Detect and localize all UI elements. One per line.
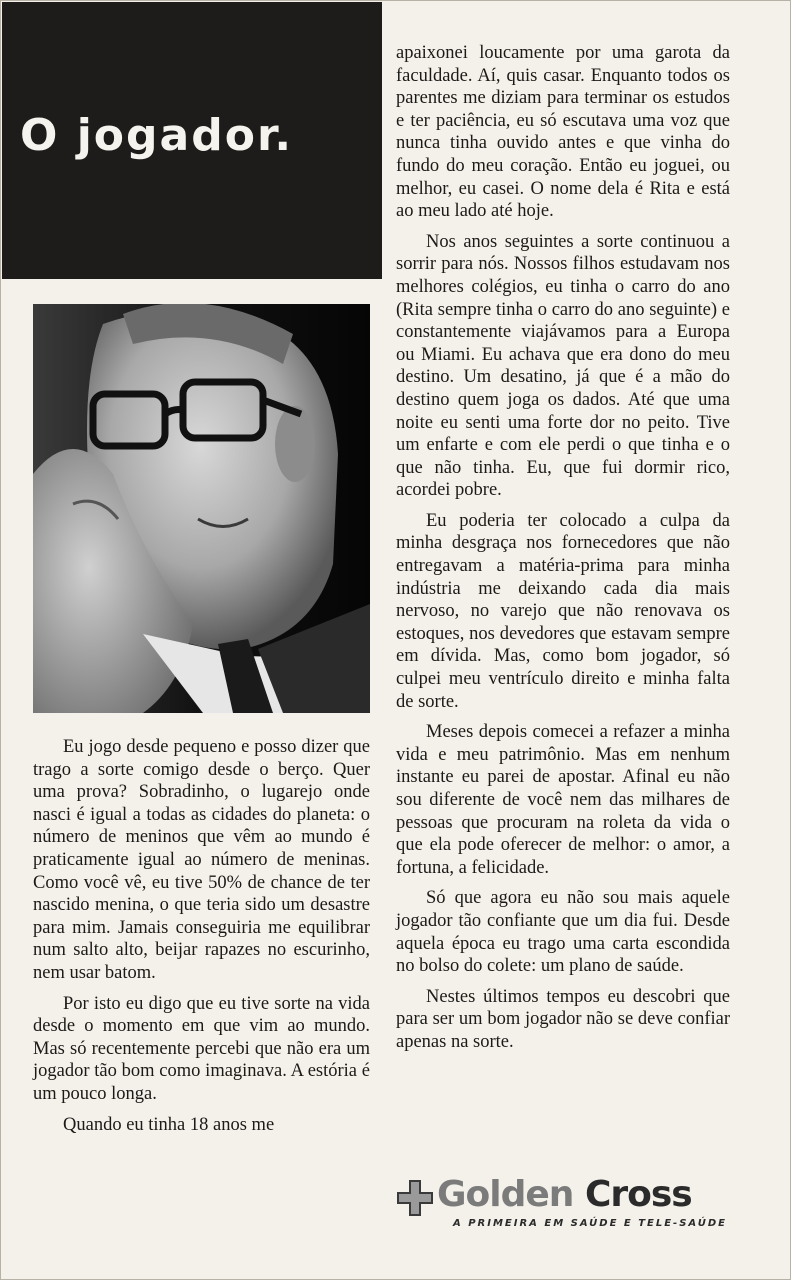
body-paragraph: Quando eu tinha 18 anos me [63, 1114, 275, 1135]
body-paragraph: Eu poderia ter colocado a culpa da minha desgraça nos fornecedores que não entregavam a matéria-prima para minha indústria me deixando cada dia mais nervoso, no varejo que não renovava os estoques, nos devedores que estavam sempre em dívida. Mas, como bom jogador, só culpei meu ventrículo direito e minha falta de sorte. [396, 510, 730, 712]
body-paragraph: Nestes últimos tempos eu descobri que para ser um bom jogador não se deve confiar apenas na sorte. [396, 986, 730, 1052]
brand-name-golden: Golden [437, 1174, 574, 1215]
brand-tagline: A PRIMEIRA EM SAÚDE E TELE-SAÚDE [453, 1218, 727, 1229]
brand-name [437, 1174, 692, 1215]
right-column [396, 42, 730, 1054]
cross-icon [397, 1180, 433, 1216]
title-block [2, 2, 382, 279]
body-paragraph: Só que agora eu não sou mais aquele jogador tão confiante que um dia fui. Desde aquela época eu trago uma carta escondida no bolso do colete: um plano de saúde. [396, 888, 730, 977]
golden-cross-logo [393, 1174, 733, 1236]
body-paragraph-continuation: apaixonei loucamente por uma garota da faculdade. Aí, quis casar. Enquanto todos os parentes me diziam para terminar os estudos e ter paciência, eu só escutava uma voz que nunca tinha ouvido antes e que vinha do fundo do meu coração. Então eu joguei, ou melhor, eu casei. O nome dela é Rita e está ao meu lado até hoje. [396, 43, 730, 222]
left-column [33, 736, 370, 1136]
body-paragraph: Por isto eu digo que eu tive sorte na vida desde o momento em que vim ao mundo. Mas só recentemente percebi que não era um jogador tão bom como imaginava. A estória é um pouco longa. [33, 993, 370, 1104]
body-paragraph: Nos anos seguintes a sorte continuou a sorrir para nós. Nossos filhos estudavam nos melhores colégios, eu tinha o carro do ano (Rita sempre tinha o carro do ano seguinte) e constantemente viajávamos para a Europa ou Miami. Eu achava que era dono do meu destino. Um desatino, já que é a mão do destino quem joga os dados. Até que uma noite eu senti uma forte dor no peito. Tive um enfarte e com ele perdi o que tinha e o que não tinha. Eu, que fui dormir rico, acordei pobre. [396, 231, 730, 501]
body-paragraph: Meses depois comecei a refazer a minha vida e meu patrimônio. Mas em nenhum instante eu parei de apostar. Afinal eu não sou diferente de você nem das milhares de pessoas que procuram na roleta da vida o que ela pode oferecer de melhor: o amor, a fortuna, a felicidade. [396, 722, 730, 878]
portrait-photo [33, 304, 370, 713]
body-paragraph: Eu jogo desde pequeno e posso dizer que trago a sorte comigo desde o berço. Quer uma prova? Sobradinho, o lugarejo onde nasci é igual a todas as cidades do planeta: o número de meninos que vêm ao mundo é praticamente igual ao número de meninas. Como você vê, eu tive 50% de chance de ter nascido menina, o que teria sido um desastre para mim. Jamais conseguiria me equilibrar num salto alto, beijar rapazes no escurinho, nem usar batom. [33, 737, 370, 983]
page-title: O jogador. [20, 110, 294, 161]
brand-name-cross: Cross [573, 1174, 692, 1215]
